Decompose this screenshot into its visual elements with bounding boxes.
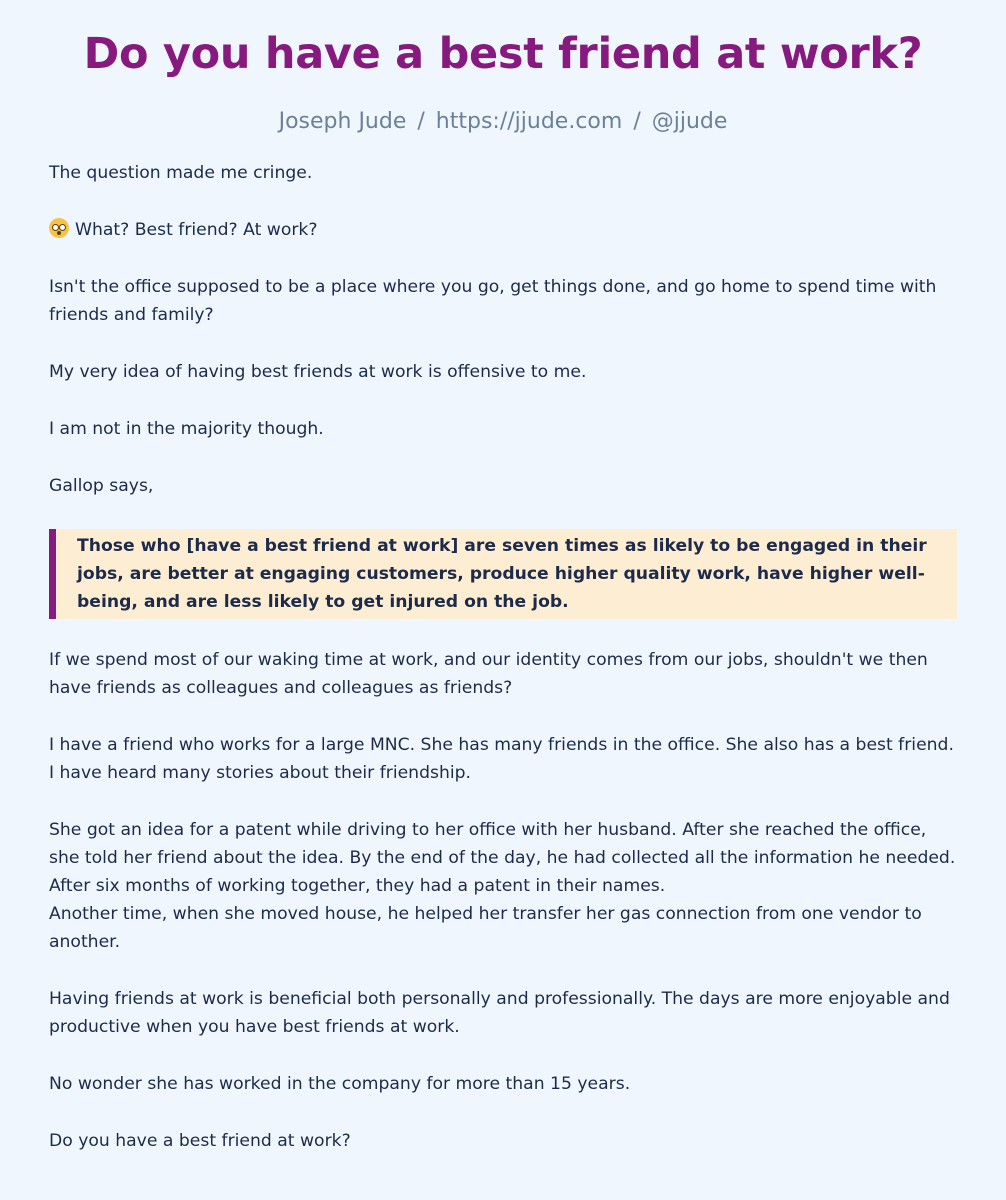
twitter-handle-link[interactable]: @jjude: [651, 109, 728, 134]
paragraph: Gallop says,: [49, 476, 154, 496]
paragraph-text: What? Best friend? At work?: [75, 220, 318, 240]
gallop-quote: [49, 529, 957, 619]
byline: [49, 107, 957, 137]
byline-separator: /: [633, 109, 641, 134]
article-body: [49, 159, 957, 1155]
byline-separator: /: [417, 109, 425, 134]
quote-text: Those who [have a best friend at work] are seven times as likely to be engaged in their jobs, are better at engaging customers, produce higher quality work, have higher well-being, and are less likely to get injured on the job.: [77, 536, 927, 612]
paragraph: Having friends at work is beneficial both personally and professionally. The days are more enjoyable and productive when you have best friends at work.: [49, 989, 950, 1037]
paragraph: Isn't the office supposed to be a place where you go, get things done, and go home to spend time with friends and family?: [49, 277, 937, 325]
paragraph: The question made me cringe.: [49, 163, 313, 183]
paragraph: I have a friend who works for a large MNC. She has many friends in the office. She also has a best friend. I have heard many stories about their friendship.: [49, 735, 954, 783]
paragraph: I am not in the majority though.: [49, 419, 324, 439]
paragraph: She got an idea for a patent while driving to her office with her husband. After she reached the office, she told her friend about the idea. By the end of the day, he had collected all the information he needed. After six months of working together, they had a patent in their names.: [49, 820, 956, 896]
page-title: Do you have a best friend at work?: [83, 29, 923, 79]
paragraph-with-emoji: [49, 216, 957, 244]
author-name: Joseph Jude: [278, 109, 407, 134]
website-link[interactable]: https://jjude.com: [435, 109, 623, 134]
paragraph: No wonder she has worked in the company for more than 15 years.: [49, 1074, 631, 1094]
flushed-face-icon: [49, 218, 69, 238]
paragraph: Another time, when she moved house, he helped her transfer her gas connection from one vendor to another.: [49, 904, 922, 952]
paragraph: My very idea of having best friends at work is offensive to me.: [49, 362, 587, 382]
paragraph: If we spend most of our waking time at work, and our identity comes from our jobs, shouldn't we then have friends as colleagues and colleagues as friends?: [49, 650, 928, 698]
paragraph: Do you have a best friend at work?: [49, 1131, 351, 1151]
